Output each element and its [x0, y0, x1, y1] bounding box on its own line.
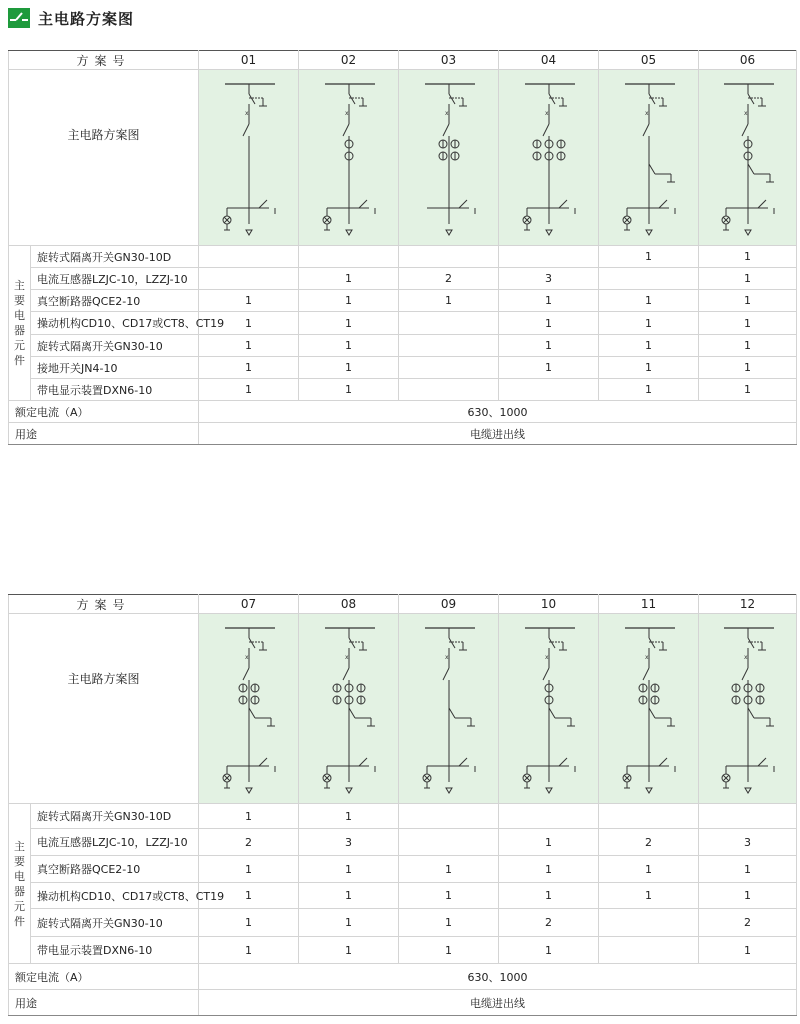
component-row [9, 357, 797, 379]
svg-text:x: x [444, 109, 449, 117]
component-count: 1 [699, 883, 797, 909]
component-count: 1 [499, 856, 599, 883]
scheme-label: 方案号 [9, 51, 199, 70]
circuit-diagram-01 [199, 70, 299, 246]
component-count: 1 [599, 312, 699, 335]
component-count: 1 [599, 883, 699, 909]
rated-current-value: 630、1000 [199, 401, 797, 423]
component-count: 1 [399, 909, 499, 937]
scheme-table-1 [8, 50, 797, 445]
component-count: 2 [399, 268, 499, 290]
svg-text:x: x [744, 653, 748, 661]
svg-text:x: x [644, 109, 649, 117]
component-count: 1 [599, 357, 699, 379]
circuit-diagram-08 [299, 614, 399, 804]
component-count: 1 [199, 804, 299, 829]
usage-row [9, 423, 797, 445]
circuit-diagram-06 [699, 70, 797, 246]
component-count: 1 [599, 290, 699, 312]
component-count: 1 [199, 357, 299, 379]
component-name: 电流互感器LZJC-10，LZZJ-10 [31, 268, 199, 290]
component-count [399, 829, 499, 856]
component-count: 1 [399, 290, 499, 312]
circuit-diagram-02 [299, 70, 399, 246]
component-row [9, 883, 797, 909]
component-count: 1 [299, 856, 399, 883]
component-count: 1 [299, 357, 399, 379]
circuit-diagram-03 [399, 70, 499, 246]
circuit-diagram-07 [199, 614, 299, 804]
component-count: 1 [699, 856, 797, 883]
side-label-text: 主要电器元件 [14, 279, 25, 367]
component-count [599, 268, 699, 290]
scheme-number: 08 [299, 595, 399, 614]
component-count: 1 [199, 379, 299, 401]
component-count: 1 [399, 937, 499, 964]
component-row [9, 937, 797, 964]
component-count: 1 [599, 246, 699, 268]
scheme-number: 11 [599, 595, 699, 614]
component-count: 1 [299, 937, 399, 964]
component-row [9, 335, 797, 357]
component-name: 真空断路器QCE2-10 [31, 856, 199, 883]
switch-symbol-icon [8, 8, 30, 28]
component-name: 电流互感器LZJC-10，LZZJ-10 [31, 829, 199, 856]
component-row [9, 312, 797, 335]
component-count: 1 [299, 379, 399, 401]
svg-text:x: x [744, 109, 748, 117]
component-count: 1 [499, 357, 599, 379]
scheme-number: 06 [699, 51, 797, 70]
component-count [599, 909, 699, 937]
component-count [499, 379, 599, 401]
svg-text:x: x [344, 653, 349, 661]
usage-value: 电缆进出线 [199, 423, 797, 445]
component-count: 1 [399, 883, 499, 909]
component-count: 1 [299, 909, 399, 937]
component-row [9, 856, 797, 883]
circuit-diagram-05 [599, 70, 699, 246]
component-count: 1 [699, 937, 797, 964]
component-count: 1 [499, 312, 599, 335]
rated-current-value: 630、1000 [199, 964, 797, 990]
component-count [599, 937, 699, 964]
diagram-label: 主电路方案图 [9, 614, 199, 804]
diagram-label: 主电路方案图 [9, 70, 199, 246]
component-count: 3 [499, 268, 599, 290]
scheme-label: 方案号 [9, 595, 199, 614]
component-name: 带电显示装置DXN6-10 [31, 379, 199, 401]
component-count [399, 335, 499, 357]
component-count: 2 [499, 909, 599, 937]
page-header [8, 6, 134, 30]
component-row [9, 379, 797, 401]
component-row [9, 268, 797, 290]
usage-label: 用途 [9, 423, 199, 445]
component-count: 1 [699, 357, 797, 379]
component-count: 1 [299, 883, 399, 909]
component-count [499, 804, 599, 829]
component-name: 旋转式隔离开关GN30-10 [31, 335, 199, 357]
component-name: 带电显示装置DXN6-10 [31, 937, 199, 964]
component-count: 1 [699, 312, 797, 335]
component-count [699, 804, 797, 829]
component-row [9, 829, 797, 856]
svg-text:x: x [544, 653, 549, 661]
rated-current-row [9, 401, 797, 423]
circuit-diagram-04 [499, 70, 599, 246]
diagram-row [9, 70, 797, 246]
component-row [9, 290, 797, 312]
circuit-diagram-11 [599, 614, 699, 804]
usage-row [9, 990, 797, 1016]
component-count: 1 [299, 335, 399, 357]
component-name: 旋转式隔离开关GN30-10 [31, 909, 199, 937]
component-count: 1 [599, 856, 699, 883]
component-count: 3 [299, 829, 399, 856]
component-count: 2 [199, 829, 299, 856]
scheme-number: 09 [399, 595, 499, 614]
component-count: 1 [499, 335, 599, 357]
component-count: 1 [699, 335, 797, 357]
component-count: 1 [199, 290, 299, 312]
page-title: 主电路方案图 [38, 9, 135, 28]
component-count [599, 804, 699, 829]
scheme-table-2 [8, 594, 797, 1016]
component-count: 3 [699, 829, 797, 856]
scheme-number: 04 [499, 51, 599, 70]
scheme-number: 02 [299, 51, 399, 70]
component-name: 操动机构CD10、CD17或CT8、CT19 [31, 883, 199, 909]
component-count [199, 268, 299, 290]
component-count: 1 [699, 268, 797, 290]
component-count: 1 [699, 290, 797, 312]
component-count: 1 [199, 883, 299, 909]
component-row [9, 246, 797, 268]
rated-current-label: 额定电流（A） [9, 401, 199, 423]
scheme-header-row [9, 51, 797, 70]
component-count: 1 [499, 290, 599, 312]
scheme-number: 01 [199, 51, 299, 70]
component-count: 1 [199, 909, 299, 937]
scheme-number: 05 [599, 51, 699, 70]
circuit-diagram-12 [699, 614, 797, 804]
component-count: 1 [299, 290, 399, 312]
component-count [299, 246, 399, 268]
component-count [399, 379, 499, 401]
component-count: 1 [299, 804, 399, 829]
component-count: 1 [499, 883, 599, 909]
scheme-number: 03 [399, 51, 499, 70]
component-count: 2 [599, 829, 699, 856]
side-label [9, 246, 31, 401]
component-count: 1 [199, 937, 299, 964]
component-count: 1 [499, 937, 599, 964]
component-count [199, 246, 299, 268]
component-count [399, 804, 499, 829]
component-name: 操动机构CD10、CD17或CT8、CT19 [31, 312, 199, 335]
component-count: 1 [699, 246, 797, 268]
scheme-header-row [9, 595, 797, 614]
svg-text:x: x [244, 109, 249, 117]
usage-value: 电缆进出线 [199, 990, 797, 1016]
side-label [9, 804, 31, 964]
diagram-row [9, 614, 797, 804]
component-name: 接地开关JN4-10 [31, 357, 199, 379]
rated-current-label: 额定电流（A） [9, 964, 199, 990]
component-count [399, 357, 499, 379]
component-name: 旋转式隔离开关GN30-10D [31, 246, 199, 268]
svg-text:x: x [544, 109, 549, 117]
component-count: 1 [199, 856, 299, 883]
svg-text:x: x [444, 653, 449, 661]
component-name: 真空断路器QCE2-10 [31, 290, 199, 312]
component-count: 1 [199, 335, 299, 357]
svg-text:x: x [344, 109, 349, 117]
component-count: 2 [699, 909, 797, 937]
scheme-number: 12 [699, 595, 797, 614]
circuit-diagram-10 [499, 614, 599, 804]
component-count: 1 [699, 379, 797, 401]
component-count: 1 [499, 829, 599, 856]
component-row [9, 804, 797, 829]
component-count: 1 [399, 856, 499, 883]
side-label-text: 主要电器元件 [14, 839, 25, 928]
component-name: 旋转式隔离开关GN30-10D [31, 804, 199, 829]
svg-text:x: x [244, 653, 249, 661]
component-count: 1 [599, 335, 699, 357]
scheme-number: 10 [499, 595, 599, 614]
component-count [399, 246, 499, 268]
usage-label: 用途 [9, 990, 199, 1016]
rated-current-row [9, 964, 797, 990]
component-count: 1 [299, 268, 399, 290]
component-count: 1 [199, 312, 299, 335]
circuit-diagram-09 [399, 614, 499, 804]
component-count: 1 [299, 312, 399, 335]
component-count: 1 [599, 379, 699, 401]
component-count [399, 312, 499, 335]
component-row [9, 909, 797, 937]
svg-text:x: x [644, 653, 649, 661]
scheme-number: 07 [199, 595, 299, 614]
component-count [499, 246, 599, 268]
